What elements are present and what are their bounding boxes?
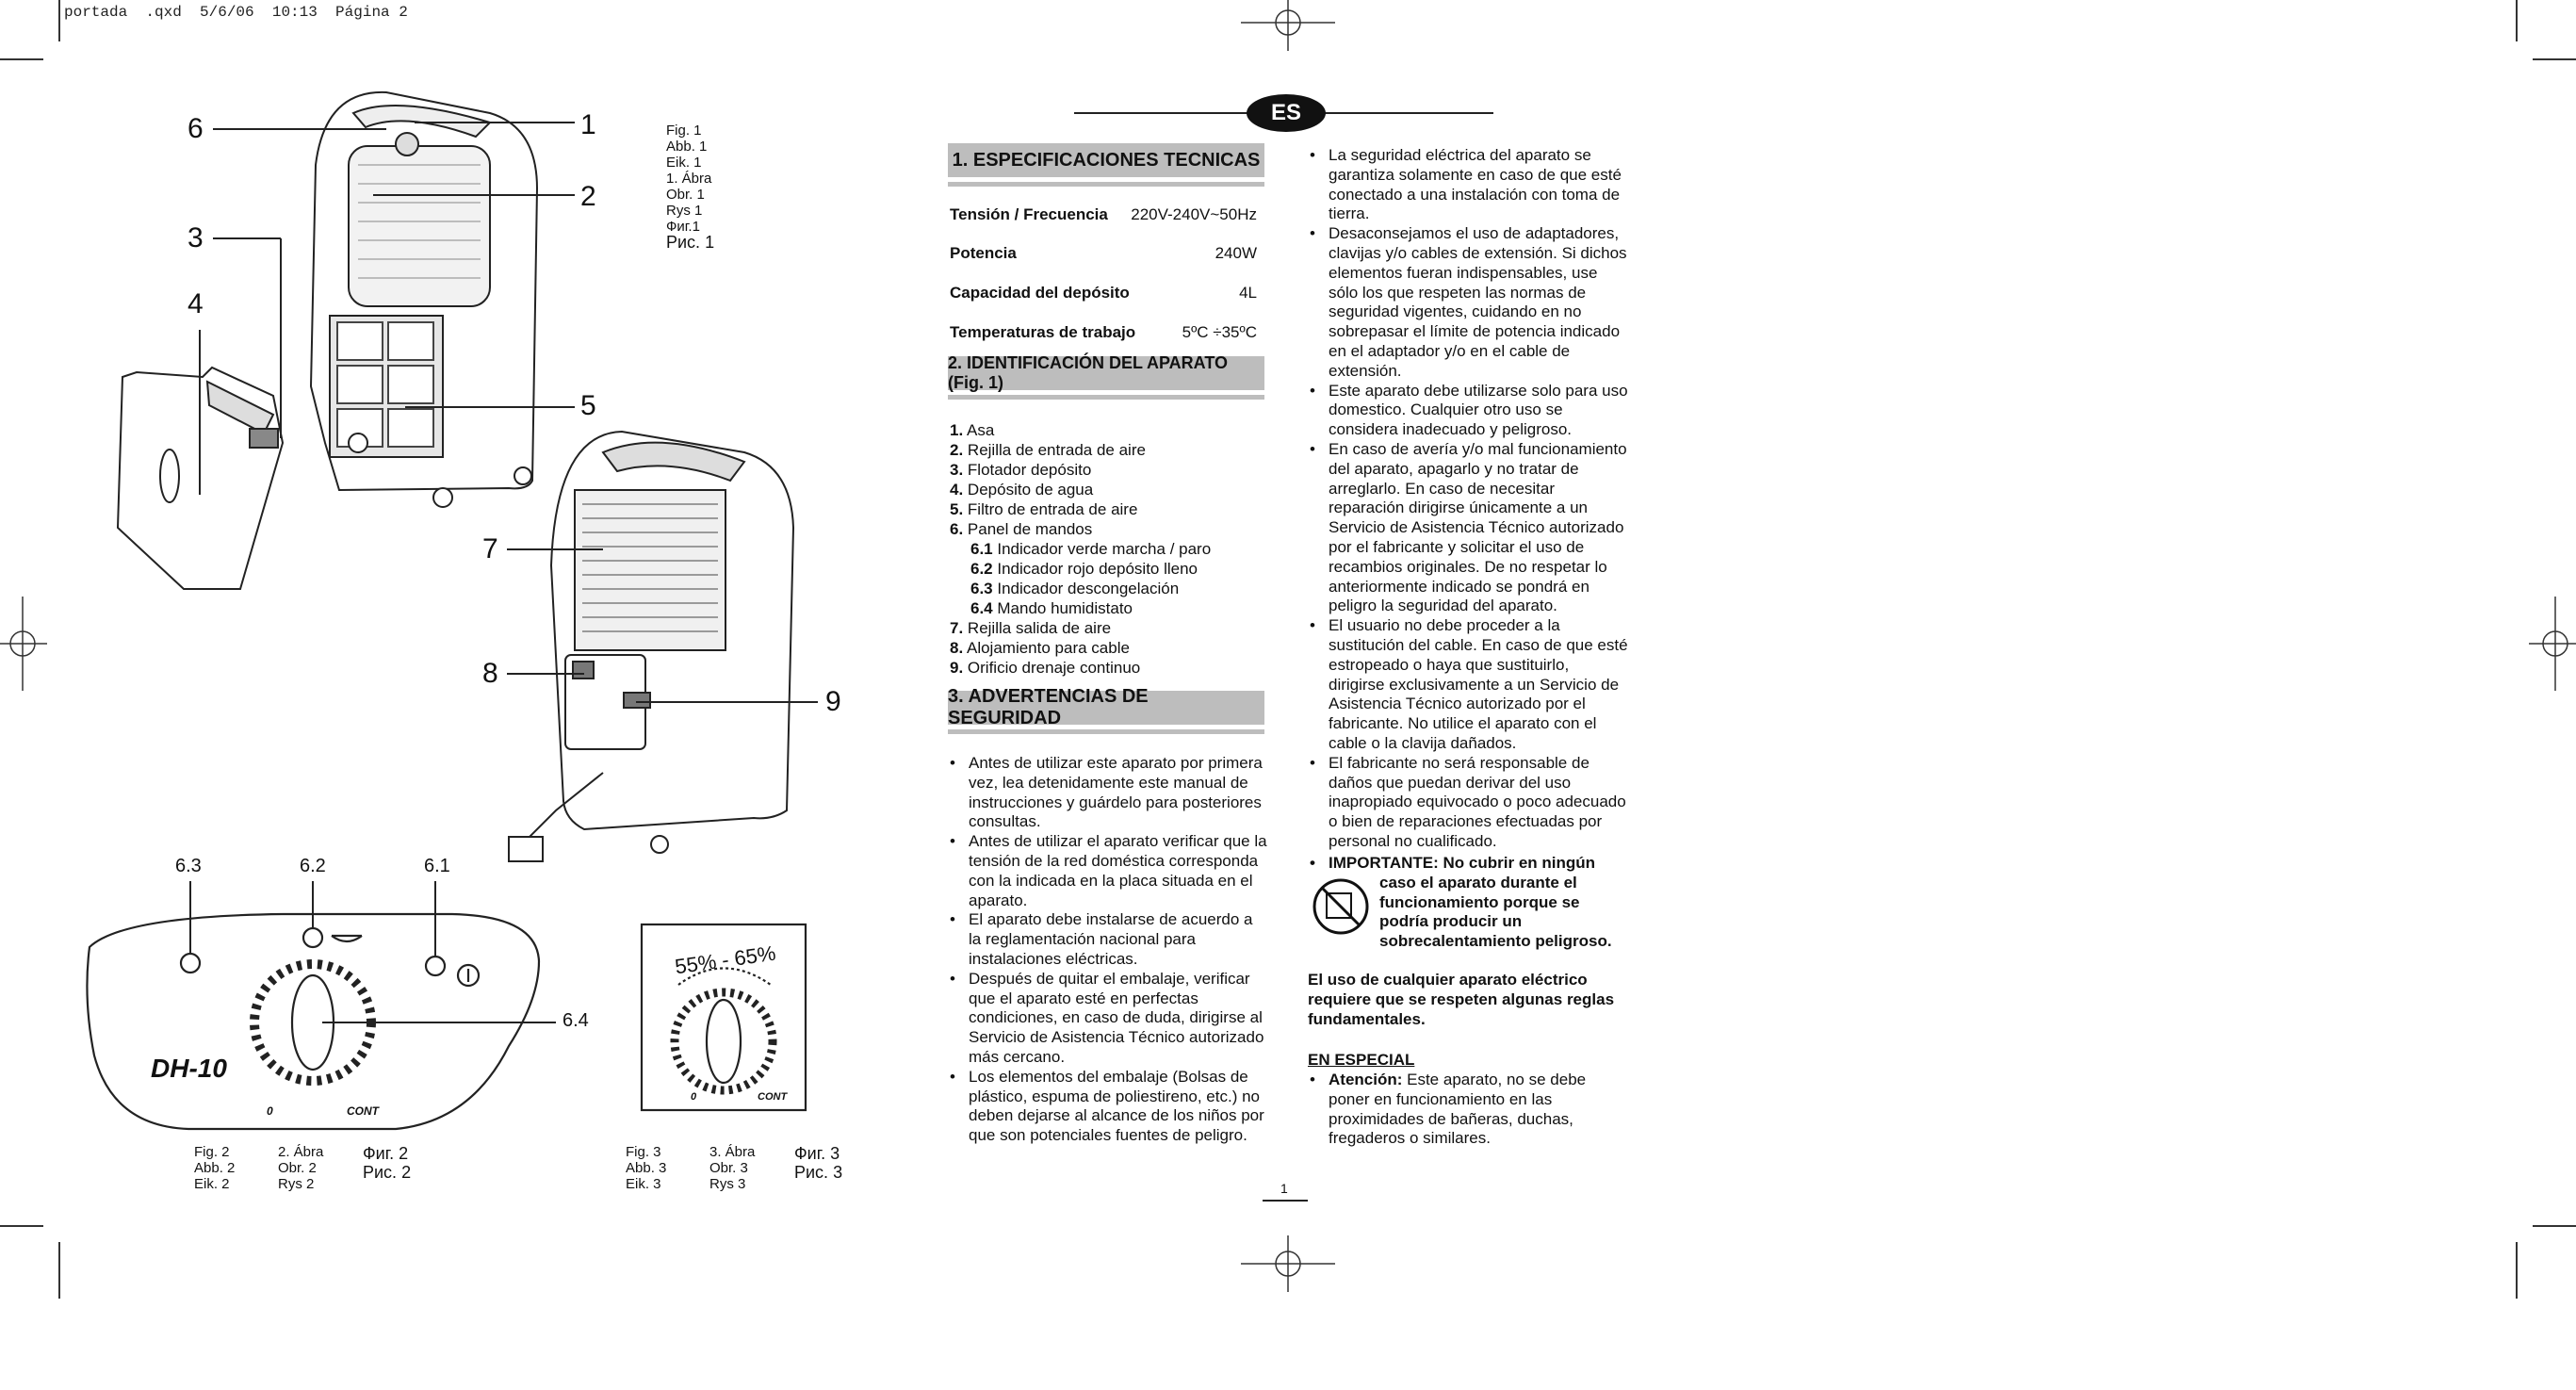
callout-3: 3 xyxy=(187,222,204,253)
part-6-2: 6.2 Indicador rojo depósito lleno xyxy=(970,560,1198,578)
fig3-caption-col1: Fig. 3 Abb. 3 Eik. 3 xyxy=(626,1144,667,1192)
tank-full-indicator-light xyxy=(303,928,322,947)
part-9: 9. Orificio drenaje continuo xyxy=(950,659,1141,677)
page-number: 1 xyxy=(1280,1181,1288,1196)
fig2-caption-col1: Fig. 2 Abb. 2 Eik. 2 xyxy=(194,1144,236,1192)
section3-heading: 3. ADVERTENCIAS DE SEGURIDAD xyxy=(948,691,1264,725)
callout-6: 6 xyxy=(187,113,204,144)
part-6-3: 6.3 Indicador descongelación xyxy=(970,580,1180,597)
safety-item: • Este aparato debe utilizarse solo para uso domestico. Cualquier otro uso se considera inadecuado y peligroso. xyxy=(1308,382,1628,440)
fig3-range-label: 55% - 65% xyxy=(673,940,777,979)
fig3-caption-col2: 3. Ábra Obr. 3 Rys 3 xyxy=(709,1144,756,1192)
part-5: 5. Filtro de entrada de aire xyxy=(950,500,1138,518)
part-3: 3. Flotador depósito xyxy=(950,461,1092,479)
safety-item: • Antes de utilizar el aparato verificar que la tensión de la red doméstica corresponda con la indicada en la placa situada en el aparato. xyxy=(948,832,1268,910)
spec-row-temperature: Temperaturas de trabajo 5ºC ÷35ºC xyxy=(950,323,1257,341)
part-6-4: 6.4 Mando humidistato xyxy=(970,599,1133,617)
important-warning: • IMPORTANTE: No cubrir en ningún caso el aparato durante el funcionamiento porque se podría producir un sobrecalentamiento peligroso. xyxy=(1310,854,1612,951)
safety-item: • El usuario no debe proceder a la sustitución del cable. En caso de que esté estropeado o haya que sustituirlo, dirigirse exclusivamente a un Servicio de Asistencia Técnico autorizado por el fabricante. No utilice el aparato con el cable o la clavija dañados. xyxy=(1308,616,1628,754)
file-header: portada .qxd 5/6/06 10:13 Página 2 xyxy=(64,4,408,21)
knob-max-label: CONT xyxy=(347,1104,379,1118)
parts-list xyxy=(950,420,1211,678)
spec-row-power: Potencia 240W xyxy=(950,244,1257,262)
safety-item: • La seguridad eléctrica del aparato se garantiza solamente en caso de que esté conectado a una instalación con toma de tierra. xyxy=(1308,146,1628,224)
general-note: El uso de cualquier aparato eléctrico requiere que se respeten algunas reglas fundamentales. xyxy=(1308,971,1615,1028)
spec-row-voltage: Tensión / Frecuencia 220V-240V~50Hz xyxy=(950,205,1257,223)
defrost-indicator-light xyxy=(181,954,200,973)
knob-min-label: 0 xyxy=(267,1104,273,1118)
safety-item: • El fabricante no será responsable de daños que puedan derivar del uso inapropiado equivocado o poco adecuado o bien de reparaciones efectuadas por personal no cualificado. xyxy=(1308,754,1628,852)
model-name: DH-10 xyxy=(151,1054,227,1083)
callout-6-2: 6.2 xyxy=(300,856,326,876)
fig2-caption-col3: Фиг. 2 Рис. 2 xyxy=(363,1144,412,1182)
fig3-knob-min-label: 0 xyxy=(691,1091,697,1103)
fig3-knob-max-label: CONT xyxy=(758,1091,788,1103)
callout-2: 2 xyxy=(580,181,596,212)
part-4: 4. Depósito de agua xyxy=(950,481,1094,499)
callout-7: 7 xyxy=(482,533,498,564)
callout-6-3: 6.3 xyxy=(175,856,202,876)
fig1-caption: Fig. 1 Abb. 1 Eik. 1 1. Ábra Obr. 1 Rys 1 Фиг.1 Рис. 1 xyxy=(666,123,715,252)
callout-6-1: 6.1 xyxy=(424,856,450,876)
safety-item: • Después de quitar el embalaje, verificar que el aparato esté en perfectas condiciones, en caso de duda, dirigirse al Servicio de Asistencia Técnico autorizado más cercano. xyxy=(948,970,1268,1068)
page-number-rule xyxy=(1263,1200,1308,1202)
part-7: 7. Rejilla salida de aire xyxy=(950,619,1112,637)
safety-item: • En caso de avería y/o mal funcionamiento del aparato, apagarlo y no tratar de arreglarlo. En caso de necesitar reparación dirigirse únicamente a un Servicio de Asistencia Técnico autorizado por el fabricante y solicitar el uso de recambios originales. De no respetar lo anteriormente indicado se pondrá en peligro la seguridad del aparato. xyxy=(1308,440,1628,616)
power-indicator-light xyxy=(426,957,445,975)
callout-6-4: 6.4 xyxy=(562,1010,589,1031)
callout-8: 8 xyxy=(482,658,498,689)
safety-list-continued xyxy=(1308,146,1628,852)
callout-5: 5 xyxy=(580,390,596,421)
part-6-1: 6.1 Indicador verde marcha / paro xyxy=(970,540,1212,558)
fig3-knob xyxy=(707,1000,741,1083)
attention-note: • Atención: Este aparato, no se debe poner en funcionamiento en las proximidades de bañeras, duchas, fregaderos o similares. xyxy=(1310,1071,1587,1148)
safety-item: • Antes de utilizar este aparato por primera vez, lea detenidamente este manual de instrucciones y guárdelo para posteriores consultas. xyxy=(948,754,1268,832)
callout-1: 1 xyxy=(580,109,596,140)
fig3-caption-col3: Фиг. 3 Рис. 3 xyxy=(794,1144,843,1182)
safety-item: • Desaconsejamos el uso de adaptadores, clavijas y/o cables de extensión. Si dichos elementos fueran indispensables, use sólo los que respeten las normas de seguridad vigentes, cuidando en no sobrepasar el límite de potencia indicado en el adaptador y/o en el cable de extensión. xyxy=(1308,224,1628,381)
language-badge: ES xyxy=(1247,94,1326,132)
fig2-caption-col2: 2. Ábra Obr. 2 Rys 2 xyxy=(278,1144,324,1192)
en-especial-heading: EN ESPECIAL xyxy=(1308,1051,1415,1069)
callout-9: 9 xyxy=(825,686,841,717)
part-1: 1. Asa xyxy=(950,421,995,439)
part-2: 2. Rejilla de entrada de aire xyxy=(950,441,1146,459)
part-8: 8. Alojamiento para cable xyxy=(950,639,1130,657)
section1-heading: 1. ESPECIFICACIONES TECNICAS xyxy=(948,143,1264,177)
callout-4: 4 xyxy=(187,288,204,319)
safety-list xyxy=(948,754,1268,1146)
part-6: 6. Panel de mandos xyxy=(950,520,1093,538)
spec-row-capacity: Capacidad del depósito 4L xyxy=(950,284,1257,302)
safety-item: • Los elementos del embalaje (Bolsas de plástico, espuma de poliestireno, etc.) no deben dejarse al alcance de los niños por que son potenciales fuentes de peligro. xyxy=(948,1068,1268,1146)
section2-heading: 2. IDENTIFICACIÓN DEL APARATO (Fig. 1) xyxy=(948,356,1264,390)
safety-item: • El aparato debe instalarse de acuerdo a la reglamentación nacional para instalaciones eléctricas. xyxy=(948,910,1268,969)
